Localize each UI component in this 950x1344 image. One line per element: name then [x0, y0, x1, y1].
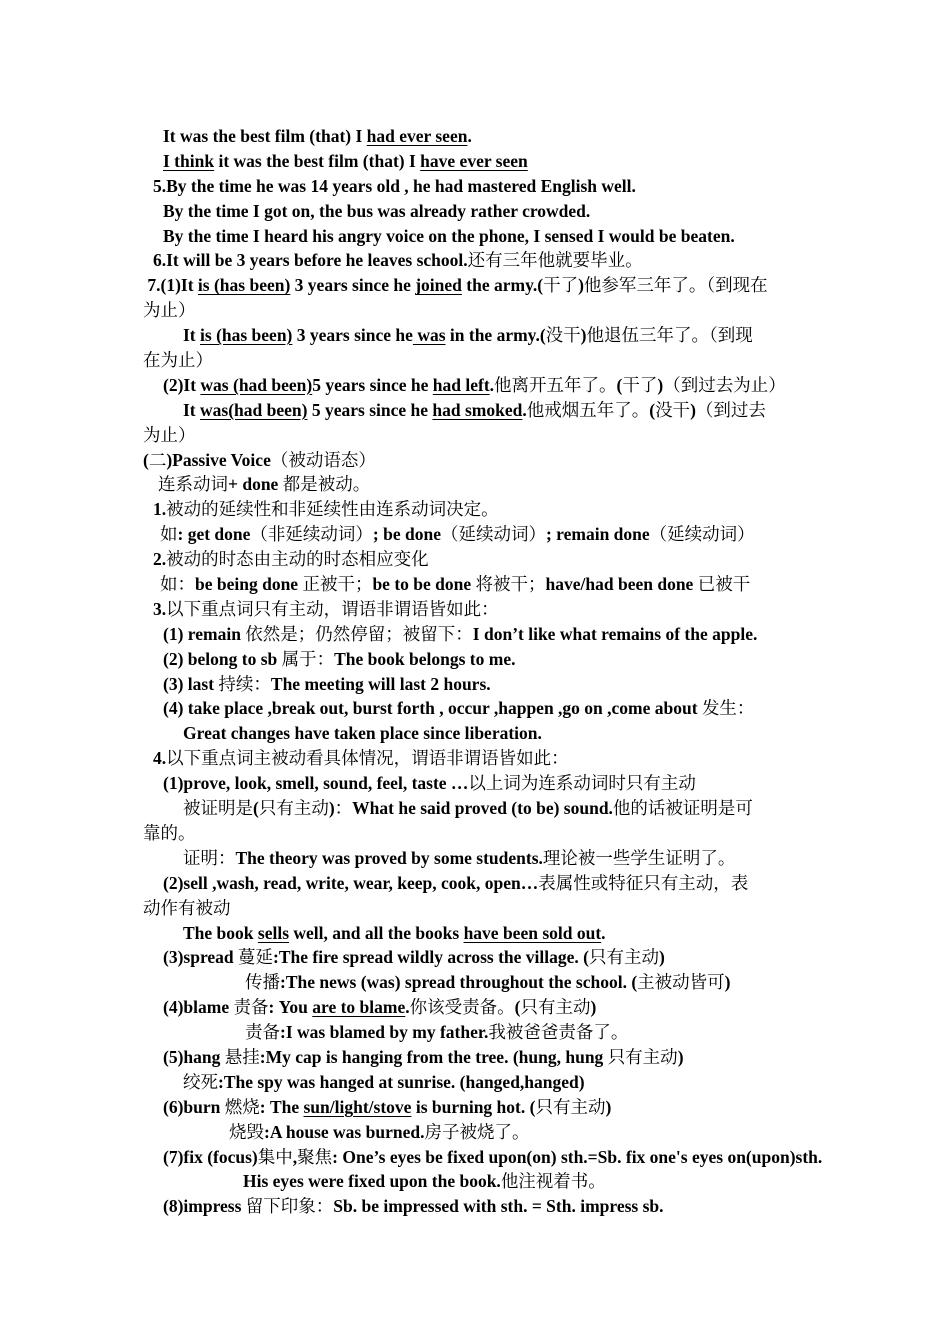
text-segment: The meeting will last 2 hours.	[270, 673, 491, 694]
text-segment: By the time I heard his angry voice on the phone, I sensed I would be beaten.	[163, 225, 735, 246]
text-segment: 持续：	[218, 673, 271, 694]
text-segment: （延续动词）	[440, 524, 546, 545]
text-segment: 二	[148, 449, 167, 470]
text-segment: 他的话被证明是可	[612, 798, 753, 819]
text-segment: 将被干；	[475, 574, 546, 595]
text-segment: 没干	[545, 325, 581, 346]
text-segment: 干了	[622, 374, 658, 395]
text-line	[0, 597, 950, 622]
text-segment: )	[690, 399, 696, 420]
text-segment: 证明：	[183, 847, 236, 868]
text-segment: (8)impress	[163, 1196, 246, 1217]
text-segment: 责备	[245, 1022, 280, 1043]
text-segment: (2) belong to sb	[163, 648, 282, 669]
text-line	[0, 572, 950, 597]
text-segment: The book belongs to me.	[334, 648, 516, 669]
text-segment: 房子被烧了。	[424, 1121, 530, 1142]
text-segment: : One’s eyes be fixed upon(on) sth.=Sb. fix one's eyes on(upon)sth.	[332, 1146, 823, 1167]
text-line	[0, 771, 950, 796]
text-segment: )	[590, 997, 597, 1018]
text-segment: 理论被一些学生证明了。	[542, 847, 736, 868]
text-segment: .	[405, 997, 410, 1018]
text-segment: 集中	[257, 1146, 293, 1167]
underlined-text: sells	[257, 922, 290, 943]
text-segment: 主被动皆可	[637, 972, 725, 993]
text-line	[0, 323, 950, 348]
text-segment: (2)It	[163, 374, 201, 395]
underlined-text: had smoked	[432, 399, 523, 420]
underlined-text: I think	[163, 150, 215, 171]
text-segment: 3 years since he	[292, 325, 413, 346]
text-segment: :My cap is hanging from the tree. (hung, hung	[259, 1046, 608, 1067]
text-segment: (3) last	[163, 673, 219, 694]
text-segment: )	[605, 1096, 612, 1117]
text-segment: 燃烧	[224, 1096, 260, 1117]
text-segment: : You	[268, 997, 313, 1018]
text-segment: 传播	[245, 972, 280, 993]
text-segment: It was the best film (that) I	[163, 126, 367, 146]
text-segment: : The	[259, 1096, 304, 1117]
text-line	[0, 174, 950, 199]
text-segment: 他离开五年了。	[494, 374, 617, 395]
text-segment: well, and all the books	[289, 922, 464, 943]
text-segment: His eyes were fixed upon the book.	[243, 1171, 501, 1192]
text-line	[0, 1169, 950, 1194]
text-segment: (3)spread	[163, 947, 239, 968]
text-line	[0, 1045, 950, 1070]
text-segment: (	[649, 399, 656, 420]
text-segment: 都是被动。	[282, 474, 371, 495]
text-segment: (7)fix (focus)	[163, 1146, 258, 1167]
text-line	[0, 348, 950, 373]
text-line	[0, 871, 950, 896]
text-line	[0, 1120, 950, 1145]
text-line	[0, 298, 950, 323]
text-line	[0, 796, 950, 821]
text-segment: 为止）	[143, 300, 196, 321]
text-segment: It	[183, 399, 201, 420]
underlined-text: was (had been)	[200, 374, 313, 395]
text-segment: 为止）	[143, 424, 196, 445]
text-segment: 表属性或特征只有主动，表	[538, 872, 749, 893]
text-segment: in the army.(	[445, 325, 546, 346]
text-segment: 被证明是	[183, 798, 253, 819]
text-segment: 他参军三年了。（到现在	[583, 275, 768, 296]
text-segment: 如：	[160, 574, 195, 595]
text-segment: 聚焦	[297, 1146, 333, 1167]
text-line	[0, 522, 950, 547]
text-segment: )Passive Voice	[166, 449, 271, 470]
text-segment: 我被爸爸责备了。	[488, 1022, 629, 1043]
text-segment: .	[467, 126, 472, 146]
document-body	[0, 124, 950, 1219]
text-line	[0, 896, 950, 921]
text-segment: 2.	[153, 549, 167, 570]
underlined-text: is (has been)	[200, 325, 293, 346]
text-segment: ; be done	[372, 524, 441, 545]
text-segment: )	[580, 325, 587, 346]
text-line	[0, 622, 950, 647]
text-segment: + done	[228, 474, 283, 495]
text-segment: : get done	[177, 524, 251, 545]
text-segment: 只有主动	[535, 1096, 606, 1117]
text-segment: )	[659, 947, 665, 968]
text-segment: 只有主动	[589, 947, 659, 968]
text-segment: (1) remain	[163, 623, 246, 644]
text-segment: 悬挂	[224, 1046, 260, 1067]
text-segment: （到过去为止）	[663, 374, 786, 395]
underlined-text: have ever seen	[420, 150, 528, 171]
text-segment: I don’t like what remains of the apple.	[472, 623, 758, 644]
text-segment: 留下印象：	[245, 1196, 334, 1217]
text-line	[0, 1095, 950, 1120]
text-segment: 动作有被动	[143, 897, 231, 918]
text-segment: 被动的时态由主动的时态相应变化	[166, 549, 429, 570]
text-line	[0, 398, 950, 423]
text-line	[0, 547, 950, 572]
text-segment: 连系动词	[158, 474, 228, 495]
text-segment: be being done	[195, 574, 303, 595]
text-line	[0, 970, 950, 995]
text-segment: 干了	[543, 275, 579, 296]
text-segment: Great changes have taken place since liberation.	[183, 723, 542, 744]
text-segment: )	[657, 374, 664, 395]
underlined-text: was(had been)	[200, 399, 308, 420]
underlined-text: is (has been)	[197, 275, 291, 296]
text-segment: 7.(1)It	[143, 275, 198, 296]
text-line	[0, 448, 950, 473]
text-line	[0, 921, 950, 946]
text-segment: (4)blame	[163, 997, 234, 1018]
text-segment: (	[253, 798, 259, 819]
text-line	[0, 1070, 950, 1095]
text-segment: 只有主动	[520, 997, 591, 1018]
text-segment: 3.	[153, 598, 167, 619]
text-segment: (6)burn	[163, 1096, 225, 1117]
text-segment: 没干	[655, 399, 691, 420]
text-line	[0, 199, 950, 224]
text-segment: (	[143, 449, 149, 470]
text-segment: By the time I got on, the bus was already rather crowded.	[163, 200, 591, 221]
text-line	[0, 497, 950, 522]
text-line	[0, 995, 950, 1020]
text-segment: )	[328, 798, 335, 819]
text-segment: (1)prove, look, smell, sound, feel, taste …	[163, 773, 469, 794]
text-segment: （延续动词）	[649, 524, 755, 545]
text-line	[0, 1145, 950, 1170]
text-line	[0, 248, 950, 273]
text-segment: 他注视着书。	[500, 1171, 606, 1192]
text-line	[0, 373, 950, 398]
underlined-text: was	[412, 325, 446, 346]
text-segment: 还有三年他就要毕业。	[467, 250, 643, 271]
text-segment: Sb. be impressed with sth. = Sth. impress sb.	[333, 1196, 664, 1217]
text-segment: 以上词为连系动词时只有主动	[468, 773, 696, 794]
text-segment: 6.It will be 3 years before he leaves school.	[153, 250, 468, 271]
text-segment: be to be done	[372, 574, 476, 595]
text-line	[0, 472, 950, 497]
underlined-text: sun/light/stove	[303, 1096, 412, 1117]
text-segment: （非延续动词）	[250, 524, 373, 545]
text-segment: 依然是；仍然停留；被留下：	[245, 623, 473, 644]
text-line	[0, 1194, 950, 1219]
text-segment: :A house was burned.	[264, 1121, 425, 1142]
text-segment: 发生：	[701, 698, 755, 719]
text-segment: 在为止）	[143, 350, 213, 371]
underlined-text: joined	[415, 275, 462, 296]
underlined-text: have been sold out	[463, 922, 602, 943]
text-segment: :The spy was hanged at sunrise. (hanged,hanged)	[218, 1071, 585, 1092]
text-segment: have/had been done	[545, 574, 698, 595]
text-segment: ; remain done	[545, 524, 650, 545]
underlined-text: had ever seen	[366, 126, 468, 146]
text-line	[0, 647, 950, 672]
text-segment: (4) take place ,break out, burst forth , occur ,happen ,go on ,come about	[163, 698, 702, 719]
text-segment: ,	[292, 1146, 298, 1167]
text-segment: It	[183, 325, 201, 346]
text-segment: .	[489, 374, 495, 395]
text-segment: (	[616, 374, 623, 395]
text-segment: .	[522, 399, 527, 420]
text-line	[0, 821, 950, 846]
text-segment: :I was blamed by my father.	[280, 1022, 489, 1043]
text-segment: (	[514, 997, 521, 1018]
text-segment: 烧毁	[229, 1121, 264, 1142]
text-line	[0, 224, 950, 249]
text-line	[0, 945, 950, 970]
text-line	[0, 696, 950, 721]
text-segment: （被动语态）	[270, 449, 376, 470]
text-segment: :The fire spread wildly across the village. (	[273, 947, 589, 968]
text-segment: 4.	[153, 748, 167, 769]
text-segment: (2)sell ,wash, read, write, wear, keep, cook, open…	[163, 872, 539, 893]
text-segment: it was the best film (that) I	[214, 150, 421, 171]
text-segment: ：	[334, 798, 353, 819]
text-line	[0, 273, 950, 298]
text-segment: 1.	[153, 499, 167, 520]
text-segment: 5.By the time he was 14 years old , he had mastered English well.	[153, 175, 636, 196]
text-segment: :The news (was) spread throughout the school. (	[280, 972, 638, 993]
text-line	[0, 672, 950, 697]
text-segment: 以下重点词主被动看具体情况，谓语非谓语皆如此：	[166, 748, 569, 769]
text-segment: )	[724, 972, 731, 993]
text-segment: 绞死	[183, 1071, 218, 1092]
text-segment: 只有主动	[607, 1046, 678, 1067]
text-segment: 靠的。	[143, 822, 196, 843]
text-segment: 你该受责备。	[409, 997, 515, 1018]
text-line	[0, 746, 950, 771]
text-segment: 他退伍三年了。（到现	[586, 325, 753, 346]
text-segment: (5)hang	[163, 1046, 225, 1067]
text-segment: 他戒烟五年了。	[526, 399, 650, 420]
text-segment: 只有主动	[258, 798, 329, 819]
text-segment: 如	[160, 524, 178, 545]
text-segment: .	[601, 922, 606, 943]
text-segment: 蔓延	[238, 947, 274, 968]
text-segment: 5 years since he	[307, 399, 433, 420]
text-segment: The theory was proved by some students.	[235, 847, 543, 868]
text-segment: What he said proved (to be) sound.	[352, 798, 613, 819]
text-segment: the army.(	[461, 275, 544, 296]
underlined-text: had left	[432, 374, 490, 395]
text-segment: 正被干；	[302, 574, 373, 595]
text-segment: )	[578, 275, 584, 296]
text-line	[0, 1020, 950, 1045]
text-segment: 属于：	[281, 648, 335, 669]
text-segment: 被动的延续性和非延续性由连系动词决定。	[166, 499, 499, 520]
text-segment: )	[677, 1046, 684, 1067]
text-line	[0, 124, 950, 149]
text-segment: The book	[183, 922, 258, 943]
text-segment: 5 years since he	[312, 374, 433, 395]
text-line	[0, 149, 950, 174]
text-segment: （到过去	[695, 399, 766, 420]
text-line	[0, 721, 950, 746]
text-segment: 责备	[233, 997, 269, 1018]
text-segment: 3 years since he	[290, 275, 416, 296]
underlined-text: are to blame	[312, 997, 406, 1018]
text-line	[0, 423, 950, 448]
text-line	[0, 846, 950, 871]
text-segment: is burning hot. (	[411, 1096, 536, 1117]
text-segment: 以下重点词只有主动，谓语非谓语皆如此：	[166, 598, 499, 619]
text-segment: 已被干	[697, 574, 751, 595]
